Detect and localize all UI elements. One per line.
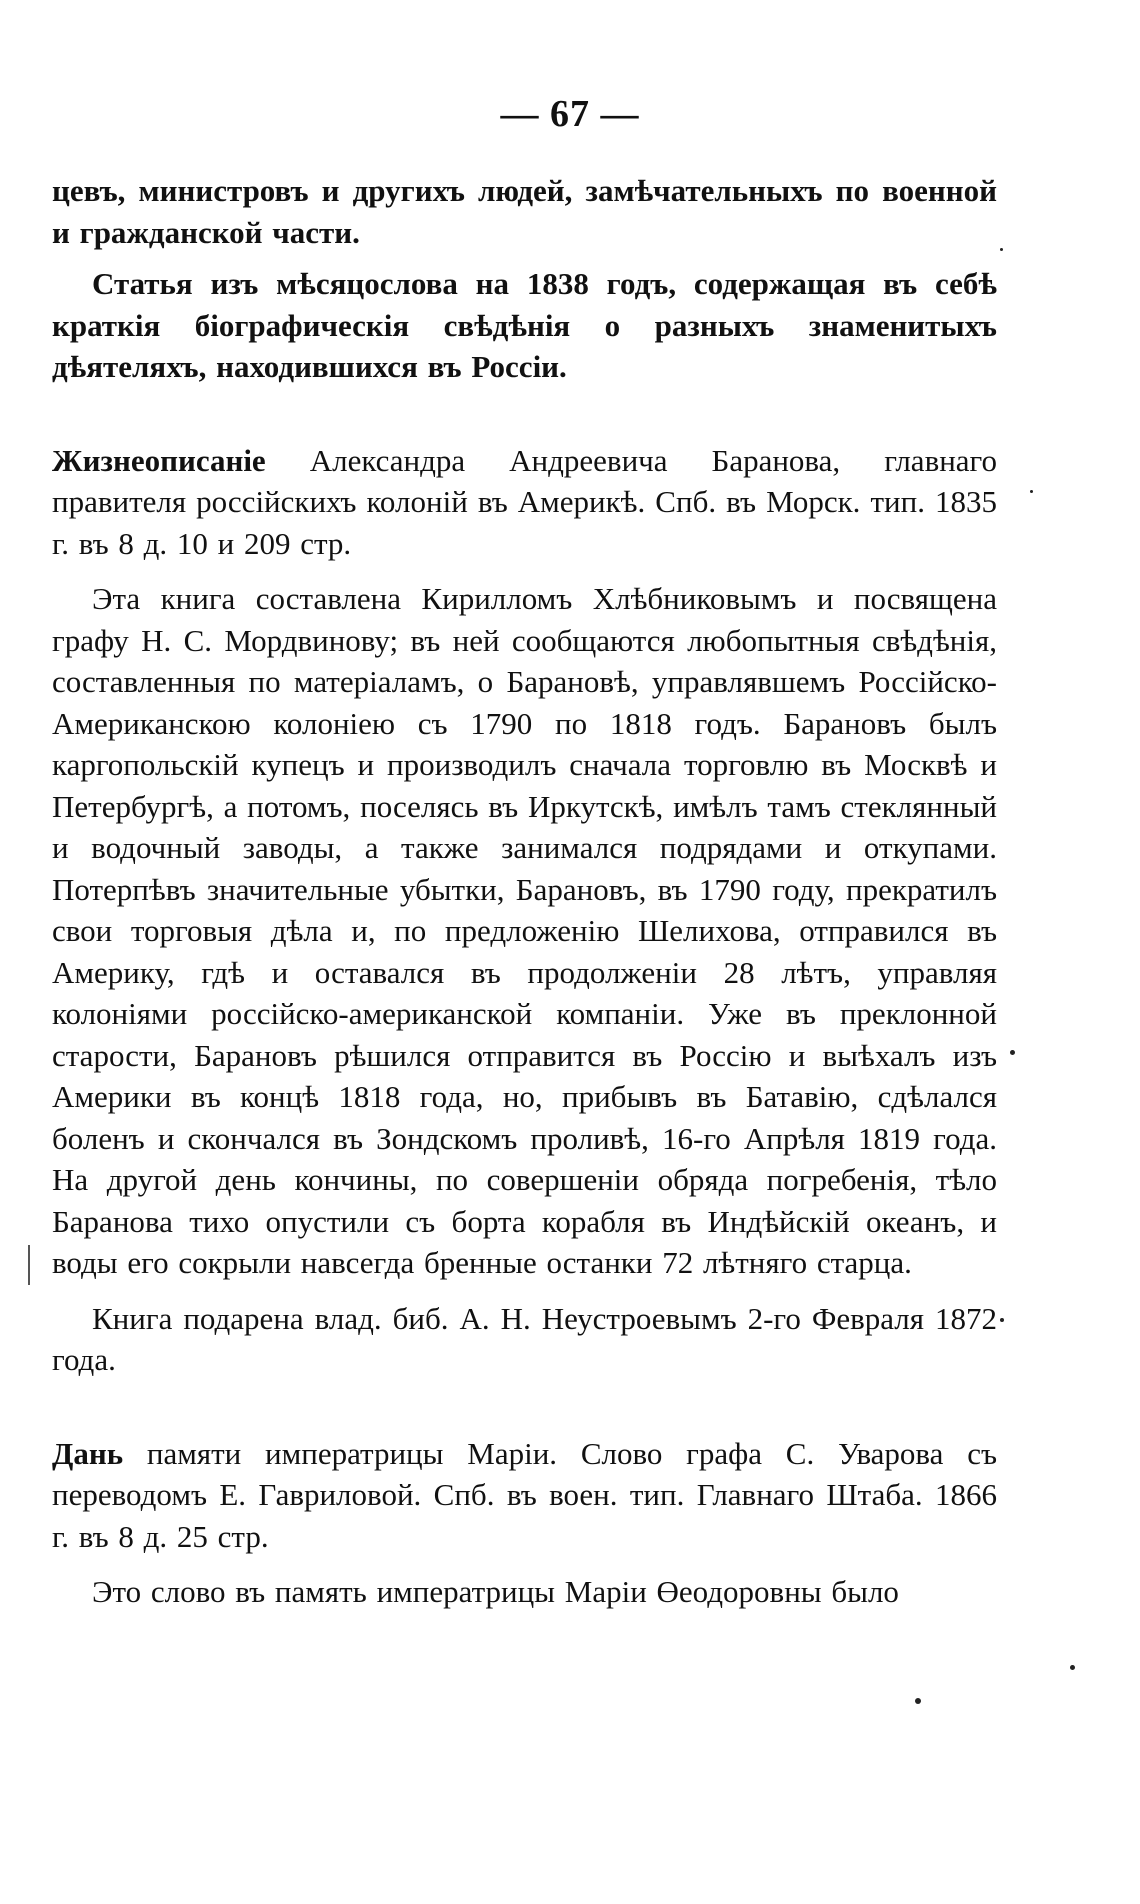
ink-speck xyxy=(1070,1665,1075,1670)
entry-title-rest: Александра Андреевича Баранова, главнаго правителя россійскихъ колоній въ Америкѣ. Спб. въ Морск. тип. 1835 г. въ 8 д. 10 и 209 стр. xyxy=(52,442,997,561)
entry-title-lead: Жизнеописаніе xyxy=(52,442,266,478)
paragraph-baranov-body: Эта книга составлена Кирилломъ Хлѣбниковымъ и посвящена графу Н. С. Мордвинову; въ ней сообщаются любопытныя свѣдѣнія, составленныя по матеріаламъ, о Барановѣ, управлявшемъ Россійско-Американскою колоніею съ 1790 по 1818 годъ. Барановъ былъ каргопольскій купецъ и производилъ сначала торговлю въ Москвѣ и Петербургѣ, а потомъ, поселясь въ Иркутскѣ, имѣлъ тамъ стеклянный и водочный заводы, а также занимался подрядами и откупами. Потерпѣвъ значительные убытки, Барановъ, въ 1790 году, прекратилъ свои торговыя дѣла и, по предложенію Шелихова, отправился въ Америку, гдѣ и оставался въ продолженіи 28 лѣтъ, управляя колоніями россійско-американской компаніи. Уже въ преклонной старости, Барановъ рѣшился отправится въ Россію и выѣхалъ изъ Америки въ концѣ 1818 года, но, прибывъ въ Батавію, сдѣлался боленъ и скончался въ Зондскомъ проливѣ, 16-го Апрѣля 1819 года. На другой день кончины, по совершеніи обряда погребенія, тѣло Баранова тихо опустили съ борта корабля въ Индѣйскій океанъ, и воды его сокрыли навсегда бренные останки 72 лѣтняго старца. xyxy=(52,581,997,1280)
ink-speck xyxy=(1030,490,1033,493)
ink-speck xyxy=(1000,1318,1004,1322)
entry-title-rest: памяти императрицы Маріи. Слово графа С. Уварова съ переводомъ Е. Гавриловой. Спб. въ воен. тип. Главнаго Штаба. 1866 г. въ 8 д. 25 стр. xyxy=(52,1435,997,1554)
text-column xyxy=(52,170,997,1613)
page-number: — 67 — xyxy=(500,93,640,135)
paragraph-maria-body: Это слово въ память императрицы Маріи Өеодоровны было xyxy=(92,1574,899,1609)
entry-title-lead: Дань xyxy=(52,1435,124,1471)
paragraph-baranov-gift: Книга подарена влад. биб. А. Н. Неустроевымъ 2-го Февраля 1872 года. xyxy=(52,1300,997,1377)
spacer xyxy=(52,1557,997,1571)
spacer xyxy=(52,253,997,263)
spacer xyxy=(52,1284,997,1298)
spacer xyxy=(52,388,997,440)
ink-speck xyxy=(915,1698,921,1704)
ink-speck xyxy=(1000,248,1003,251)
ink-speck xyxy=(1010,1050,1015,1055)
paragraph-statya: Статья изъ мѣсяцослова на 1838 годъ, содержащая въ себѣ краткія біографическія свѣдѣнія о разныхъ знаменитыхъ дѣятеляхъ, находившихся въ Россіи. xyxy=(52,266,997,384)
spacer xyxy=(52,1381,997,1433)
entry-title-baranov xyxy=(52,440,997,565)
paragraph-continuation: цевъ, министровъ и другихъ людей, замѣчательныхъ по военной и гражданской части. xyxy=(52,173,997,250)
entry-title-maria xyxy=(52,1433,997,1558)
margin-mark xyxy=(28,1245,30,1285)
spacer xyxy=(52,564,997,578)
